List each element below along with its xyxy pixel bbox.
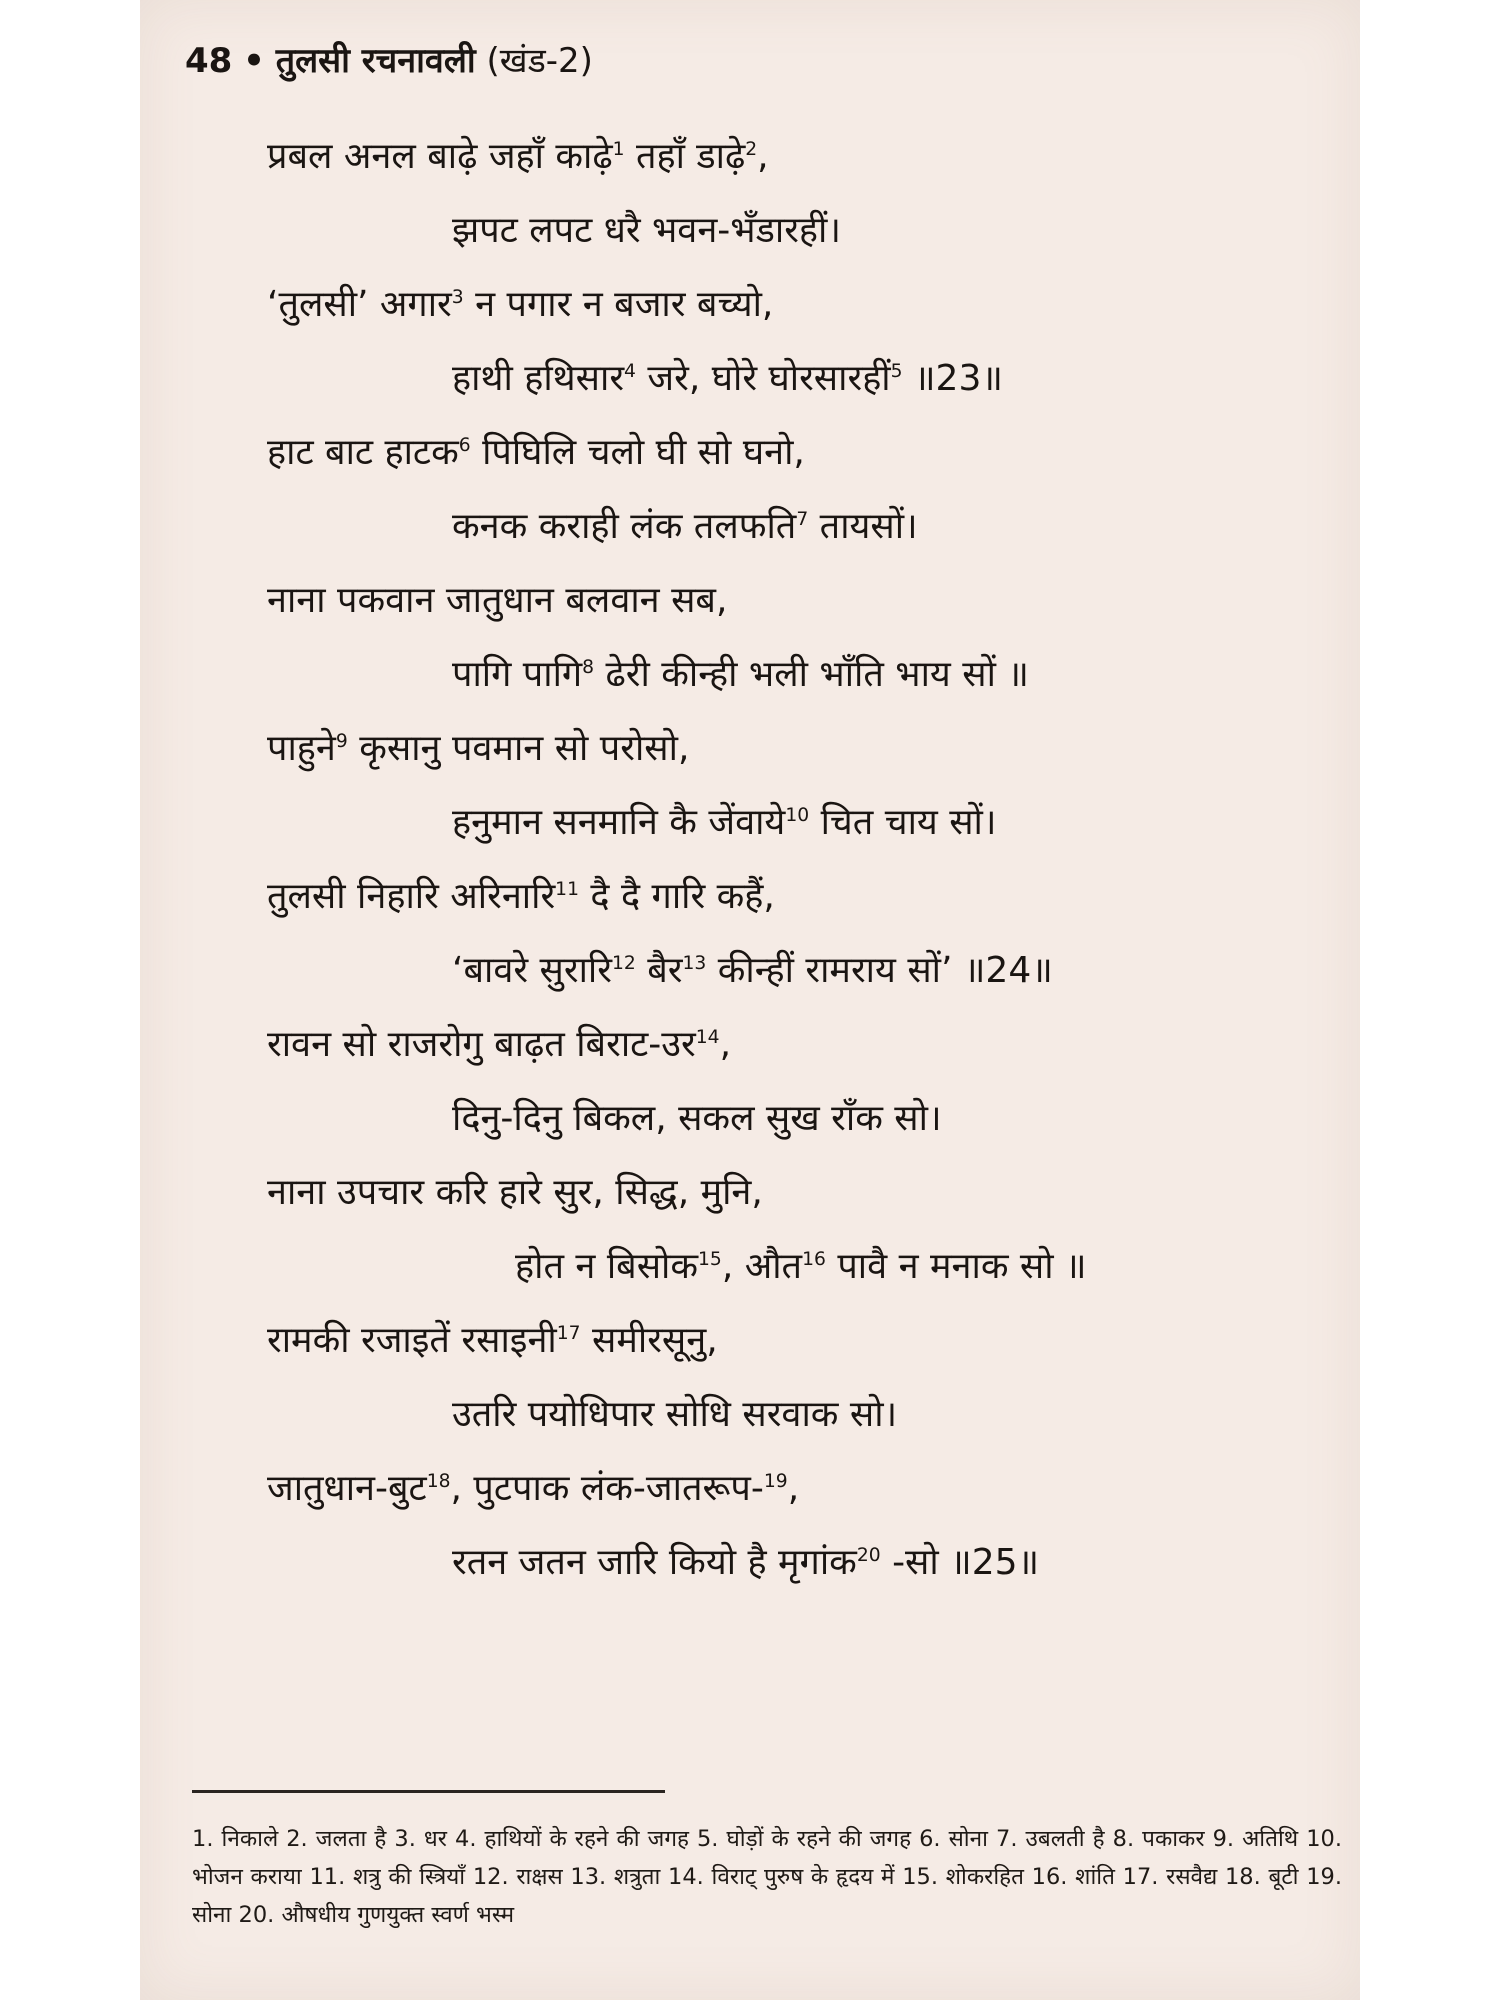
stanza xyxy=(267,416,1267,1008)
verse-text: -सो ॥25॥ xyxy=(880,1542,1040,1583)
footnote-marker: 10 xyxy=(785,805,810,826)
verse-line xyxy=(267,564,1267,638)
verse-text: जातुधान-बुट xyxy=(267,1468,427,1509)
book-title: तुलसी रचनावली xyxy=(275,41,476,81)
verse-text: होत न बिसोक xyxy=(515,1246,699,1287)
verse-text: रामकी रजाइतें रसाइनी xyxy=(267,1320,557,1361)
verse-text: पाहुने xyxy=(267,728,336,769)
verse-line xyxy=(267,268,1267,342)
verse-text: , पुटपाक लंक-जातरूप- xyxy=(450,1468,764,1509)
verse-text: समीरसूनु, xyxy=(580,1320,718,1361)
verse-text: रावन सो राजरोगु बाढ़त बिराट-उर xyxy=(267,1024,696,1065)
footnote-marker: 9 xyxy=(335,731,348,752)
verse-text: तुलसी निहारि अरिनारि xyxy=(267,876,556,917)
volume-label: (खंड-2) xyxy=(486,41,593,81)
verse-text: , xyxy=(787,1468,800,1509)
footnote-marker: 17 xyxy=(556,1323,581,1344)
verse-line xyxy=(267,1156,1267,1230)
verse-text: ढेरी कीन्ही भली भाँति भाय सों ॥ xyxy=(594,654,1029,695)
verse-text: तायसों। xyxy=(808,506,918,547)
verse-line xyxy=(267,1452,1267,1526)
verse-text: न पगार न बजार बच्यो, xyxy=(463,284,774,325)
footnote-marker: 1 xyxy=(612,139,625,160)
footnote-marker: 2 xyxy=(745,139,758,160)
verse-text: कनक कराही लंक तलफति xyxy=(452,506,797,547)
verse-line xyxy=(267,342,1267,416)
verse-text: हाथी हथिसार xyxy=(452,358,625,399)
verse-line xyxy=(267,120,1267,194)
verse-line xyxy=(267,712,1267,786)
footnote-marker: 4 xyxy=(624,361,636,382)
verse-block xyxy=(267,120,1267,1600)
footnote-marker: 11 xyxy=(555,879,579,900)
page-number: 48 xyxy=(185,41,233,81)
verse-line xyxy=(267,638,1267,712)
verse-line xyxy=(267,416,1267,490)
verse-line xyxy=(267,1526,1267,1600)
footnote-marker: 3 xyxy=(451,287,464,308)
verse-line xyxy=(267,490,1267,564)
verse-text: नाना पकवान जातुधान बलवान सब, xyxy=(267,580,728,621)
verse-text: जरे, घोरे घोरसारहीं xyxy=(635,358,891,399)
footnotes: 1. निकाले 2. जलता है 3. धर 4. हाथियों के रहने की जगह 5. घोड़ों के रहने की जगह 6. सोना 7. उबलती है 8. पकाकर 9. अतिथि 10. भोजन कराया 11. शत्रु की स्त्रियाँ 12. राक्षस 13. शत्रुता 14. विराट् पुरुष के हृदय में 15. शोकरहित 16. शांति 17. रसवैद्य 18. बूटी 19. सोना 20. औषधीय गुणयुक्त स्वर्ण भस्म xyxy=(192,1826,1342,1928)
footnote-marker: 6 xyxy=(458,435,471,456)
verse-text: चित चाय सों। xyxy=(809,802,997,843)
verse-text: ‘तुलसी’ अगार xyxy=(267,284,452,325)
verse-line xyxy=(267,1304,1267,1378)
footnote-marker: 13 xyxy=(682,953,707,974)
verse-text: पिघिलि चलो घी सो घनो, xyxy=(470,432,805,473)
verse-text: दिनु-दिनु बिकल, सकल सुख राँक सो। xyxy=(452,1098,942,1139)
verse-line xyxy=(267,786,1267,860)
footnote-marker: 20 xyxy=(856,1545,881,1566)
footnote-marker: 15 xyxy=(698,1249,722,1270)
verse-line xyxy=(267,1378,1267,1452)
verse-line xyxy=(267,1230,1267,1304)
verse-text: , औत xyxy=(721,1246,803,1287)
verse-text: तहाँ डाढ़े xyxy=(624,136,746,177)
verse-text: पागि पागि xyxy=(452,654,583,695)
footnote-marker: 12 xyxy=(611,953,636,974)
verse-text: पावै न मनाक सो ॥ xyxy=(825,1246,1087,1287)
book-page xyxy=(140,0,1360,2000)
stanza xyxy=(267,1008,1267,1600)
page-header xyxy=(185,36,593,86)
verse-text: प्रबल अनल बाढ़े जहाँ काढ़े xyxy=(267,136,613,177)
footnote-marker: 14 xyxy=(695,1027,720,1048)
verse-text: ‘बावरे सुरारि xyxy=(452,950,612,991)
verse-line xyxy=(267,860,1267,934)
footnote-marker: 7 xyxy=(796,509,809,530)
verse-text: ॥23॥ xyxy=(902,358,1003,399)
footnote-divider xyxy=(192,1790,665,1793)
verse-line xyxy=(267,1082,1267,1156)
verse-line xyxy=(267,194,1267,268)
stanza xyxy=(267,120,1267,416)
verse-line xyxy=(267,1008,1267,1082)
verse-line xyxy=(267,934,1267,1008)
verse-text: नाना उपचार करि हारे सुर, सिद्ध, मुनि, xyxy=(267,1172,763,1213)
footnote-marker: 5 xyxy=(890,361,903,382)
verse-text: उतरि पयोधिपार सोधि सरवाक सो। xyxy=(452,1394,898,1435)
verse-text: कीन्हीं रामराय सों’ ॥24॥ xyxy=(706,950,1053,991)
verse-text: झपट लपट धरै भवन-भँडारहीं। xyxy=(452,210,841,251)
footnote-marker: 19 xyxy=(763,1471,788,1492)
verse-text: हनुमान सनमानि कै जेंवाये xyxy=(452,802,786,843)
footnote-marker: 18 xyxy=(426,1471,451,1492)
verse-text: कृसानु पवमान सो परोसो, xyxy=(347,728,690,769)
verse-text: , xyxy=(757,136,769,177)
verse-text: हाट बाट हाटक xyxy=(267,432,459,473)
verse-text: बैर xyxy=(635,950,683,991)
verse-text: , xyxy=(719,1024,732,1065)
footnote-marker: 16 xyxy=(802,1249,826,1270)
verse-text: रतन जतन जारि कियो है मृगांक xyxy=(452,1542,857,1583)
header-bullet: • xyxy=(243,41,265,81)
footnote-marker: 8 xyxy=(582,657,595,678)
verse-text: दै दै गारि कहैं, xyxy=(578,876,775,917)
